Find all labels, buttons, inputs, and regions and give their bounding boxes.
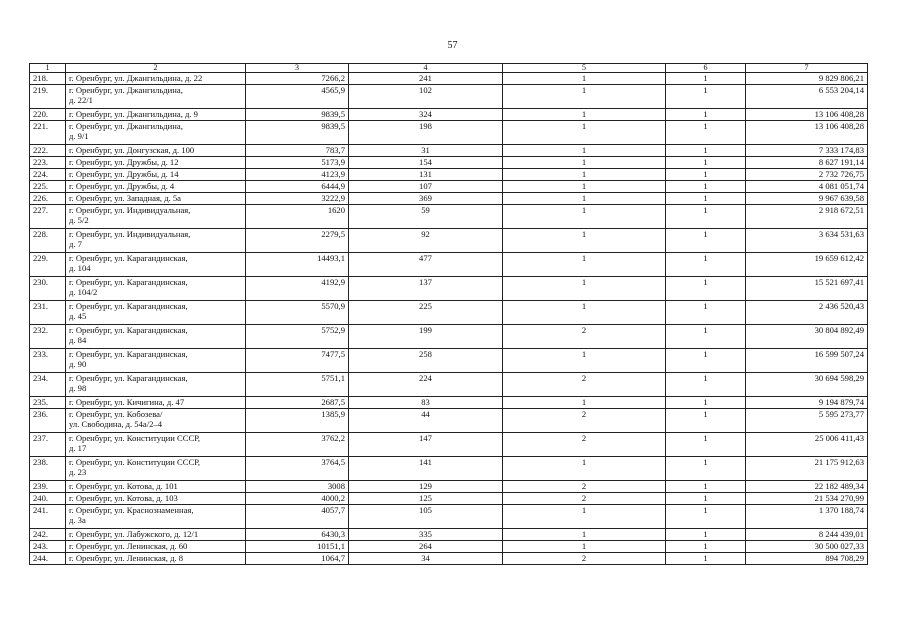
table-row — [30, 145, 868, 157]
address-cell — [66, 157, 246, 169]
col-3-value: 4123,9 — [246, 169, 349, 181]
header-col-1: 1 — [30, 64, 66, 73]
row-number: 244. — [30, 553, 66, 565]
col-7-value: 9 829 806,21 — [746, 73, 868, 85]
col-4-value: 131 — [349, 169, 503, 181]
table-row — [30, 85, 868, 109]
col-5-value: 1 — [503, 541, 666, 553]
table-row — [30, 169, 868, 181]
col-5-value: 1 — [503, 181, 666, 193]
col-5-value: 1 — [503, 169, 666, 181]
table-row — [30, 121, 868, 145]
address-line: г. Оренбург, ул. Карагандинская, — [69, 277, 188, 287]
address-cell — [66, 205, 246, 229]
header-col-6: 6 — [666, 64, 746, 73]
col-4-value: 198 — [349, 121, 503, 145]
col-7-value: 5 595 273,77 — [746, 409, 868, 433]
col-4-value: 224 — [349, 373, 503, 397]
table-row — [30, 505, 868, 529]
address-cell — [66, 505, 246, 529]
table-row — [30, 493, 868, 505]
col-6-value: 1 — [666, 229, 746, 253]
header-col-4: 4 — [349, 64, 503, 73]
address-cell — [66, 181, 246, 193]
address-cell — [66, 349, 246, 373]
address-cell — [66, 301, 246, 325]
address-line: г. Оренбург, ул. Джангильдина, — [69, 85, 183, 95]
col-3-value: 2279,5 — [246, 229, 349, 253]
row-number: 243. — [30, 541, 66, 553]
table-row — [30, 481, 868, 493]
col-3-value: 1385,9 — [246, 409, 349, 433]
header-col-3: 3 — [246, 64, 349, 73]
address-line: г. Оренбург, ул. Котова, д. 101 — [69, 481, 178, 491]
col-3-value: 4057,7 — [246, 505, 349, 529]
address-cell — [66, 481, 246, 493]
address-cell — [66, 145, 246, 157]
table-header-row — [30, 64, 868, 73]
address-cell — [66, 409, 246, 433]
col-5-value: 1 — [503, 145, 666, 157]
table-row — [30, 157, 868, 169]
table-row — [30, 541, 868, 553]
table-row — [30, 109, 868, 121]
address-cell — [66, 121, 246, 145]
row-number: 235. — [30, 397, 66, 409]
col-4-value: 59 — [349, 205, 503, 229]
col-4-value: 199 — [349, 325, 503, 349]
col-4-value: 264 — [349, 541, 503, 553]
col-5-value: 2 — [503, 433, 666, 457]
col-3-value: 4565,9 — [246, 85, 349, 109]
col-5-value: 1 — [503, 193, 666, 205]
address-line: г. Оренбург, ул. Дружбы, д. 4 — [69, 181, 175, 191]
col-7-value: 30 804 892,49 — [746, 325, 868, 349]
col-5-value: 1 — [503, 229, 666, 253]
col-6-value: 1 — [666, 253, 746, 277]
col-3-value: 6444,9 — [246, 181, 349, 193]
col-7-value: 7 333 174,83 — [746, 145, 868, 157]
address-cell — [66, 85, 246, 109]
col-7-value: 3 634 531,63 — [746, 229, 868, 253]
col-5-value: 2 — [503, 493, 666, 505]
row-number: 232. — [30, 325, 66, 349]
address-cell — [66, 325, 246, 349]
row-number: 231. — [30, 301, 66, 325]
address-cell — [66, 169, 246, 181]
col-7-value: 25 006 411,43 — [746, 433, 868, 457]
header-col-7: 7 — [746, 64, 868, 73]
col-5-value: 2 — [503, 373, 666, 397]
address-line: г. Оренбург, ул. Котова, д. 103 — [69, 493, 178, 503]
col-6-value: 1 — [666, 277, 746, 301]
col-5-value: 1 — [503, 157, 666, 169]
address-cell — [66, 73, 246, 85]
col-6-value: 1 — [666, 205, 746, 229]
address-cell — [66, 277, 246, 301]
col-6-value: 1 — [666, 85, 746, 109]
col-6-value: 1 — [666, 553, 746, 565]
col-4-value: 137 — [349, 277, 503, 301]
col-5-value: 1 — [503, 121, 666, 145]
address-line: г. Оренбург, ул. Карагандинская, — [69, 349, 188, 359]
row-number: 236. — [30, 409, 66, 433]
col-4-value: 258 — [349, 349, 503, 373]
col-3-value: 4000,2 — [246, 493, 349, 505]
row-number: 219. — [30, 85, 66, 109]
table-row — [30, 253, 868, 277]
col-4-value: 335 — [349, 529, 503, 541]
col-6-value: 1 — [666, 157, 746, 169]
table-row — [30, 73, 868, 85]
col-6-value: 1 — [666, 493, 746, 505]
col-6-value: 1 — [666, 397, 746, 409]
col-6-value: 1 — [666, 457, 746, 481]
col-5-value: 1 — [503, 529, 666, 541]
col-7-value: 2 436 520,43 — [746, 301, 868, 325]
col-5-value: 1 — [503, 505, 666, 529]
address-line: г. Оренбург, ул. Джангильдина, д. 22 — [69, 73, 203, 83]
col-4-value: 241 — [349, 73, 503, 85]
address-line: г. Оренбург, ул. Ленинская, д. 60 — [69, 541, 188, 551]
col-7-value: 2 732 726,75 — [746, 169, 868, 181]
table-body — [30, 64, 868, 565]
col-5-value: 1 — [503, 109, 666, 121]
col-7-value: 9 194 879,74 — [746, 397, 868, 409]
col-7-value: 9 967 639,58 — [746, 193, 868, 205]
col-7-value: 4 081 051,74 — [746, 181, 868, 193]
address-line: г. Оренбург, ул. Джангильдина, — [69, 121, 183, 131]
address-line: г. Оренбург, ул. Дружбы, д. 12 — [69, 157, 179, 167]
col-5-value: 2 — [503, 481, 666, 493]
table-row — [30, 349, 868, 373]
address-line: г. Оренбург, ул. Конституции СССР, — [69, 433, 201, 443]
table-row — [30, 181, 868, 193]
col-3-value: 4192,9 — [246, 277, 349, 301]
table-row — [30, 397, 868, 409]
col-6-value: 1 — [666, 541, 746, 553]
col-6-value: 1 — [666, 169, 746, 181]
row-number: 223. — [30, 157, 66, 169]
row-number: 226. — [30, 193, 66, 205]
col-5-value: 1 — [503, 253, 666, 277]
col-5-value: 1 — [503, 277, 666, 301]
col-3-value: 1064,7 — [246, 553, 349, 565]
col-4-value: 31 — [349, 145, 503, 157]
col-3-value: 9839,5 — [246, 109, 349, 121]
address-cell — [66, 493, 246, 505]
col-4-value: 225 — [349, 301, 503, 325]
col-7-value: 16 599 507,24 — [746, 349, 868, 373]
address-line: г. Оренбург, ул. Карагандинская, — [69, 301, 188, 311]
row-number: 220. — [30, 109, 66, 121]
address-line: д. 45 — [69, 311, 87, 321]
col-3-value: 1620 — [246, 205, 349, 229]
address-cell — [66, 229, 246, 253]
col-7-value: 8 627 191,14 — [746, 157, 868, 169]
col-4-value: 129 — [349, 481, 503, 493]
header-col-2: 2 — [66, 64, 246, 73]
col-3-value: 5570,9 — [246, 301, 349, 325]
table-row — [30, 301, 868, 325]
col-4-value: 107 — [349, 181, 503, 193]
col-6-value: 1 — [666, 325, 746, 349]
address-line: д. 98 — [69, 383, 87, 393]
row-number: 242. — [30, 529, 66, 541]
address-line: г. Оренбург, ул. Ленинская, д. 8 — [69, 553, 184, 563]
col-3-value: 5173,9 — [246, 157, 349, 169]
col-7-value: 22 182 489,34 — [746, 481, 868, 493]
col-7-value: 21 534 270,99 — [746, 493, 868, 505]
col-3-value: 3762,2 — [246, 433, 349, 457]
row-number: 225. — [30, 181, 66, 193]
address-cell — [66, 553, 246, 565]
address-cell — [66, 529, 246, 541]
table-row — [30, 229, 868, 253]
col-3-value: 5751,1 — [246, 373, 349, 397]
row-number: 237. — [30, 433, 66, 457]
row-number: 233. — [30, 349, 66, 373]
row-number: 228. — [30, 229, 66, 253]
col-6-value: 1 — [666, 109, 746, 121]
address-line: г. Оренбург, ул. Западная, д. 5а — [69, 193, 181, 203]
address-line: д. 104/2 — [69, 287, 98, 297]
header-col-5: 5 — [503, 64, 666, 73]
address-line: д. 84 — [69, 335, 87, 345]
col-6-value: 1 — [666, 73, 746, 85]
col-4-value: 141 — [349, 457, 503, 481]
row-number: 221. — [30, 121, 66, 145]
col-6-value: 1 — [666, 433, 746, 457]
col-7-value: 30 500 027,33 — [746, 541, 868, 553]
table-row — [30, 433, 868, 457]
address-line: г. Оренбург, ул. Карагандинская, — [69, 325, 188, 335]
address-cell — [66, 397, 246, 409]
col-5-value: 1 — [503, 73, 666, 85]
col-3-value: 5752,9 — [246, 325, 349, 349]
col-3-value: 14493,1 — [246, 253, 349, 277]
address-cell — [66, 109, 246, 121]
address-line: г. Оренбург, ул. Индивидуальная, — [69, 229, 191, 239]
col-3-value: 7266,2 — [246, 73, 349, 85]
col-3-value: 783,7 — [246, 145, 349, 157]
col-5-value: 1 — [503, 301, 666, 325]
col-7-value: 13 106 408,28 — [746, 109, 868, 121]
col-3-value: 2687,5 — [246, 397, 349, 409]
col-7-value: 30 694 598,29 — [746, 373, 868, 397]
col-4-value: 92 — [349, 229, 503, 253]
col-3-value: 7477,5 — [246, 349, 349, 373]
address-cell — [66, 457, 246, 481]
row-number: 227. — [30, 205, 66, 229]
address-line: д. 7 — [69, 239, 82, 249]
col-6-value: 1 — [666, 349, 746, 373]
col-7-value: 19 659 612,42 — [746, 253, 868, 277]
col-7-value: 13 106 408,28 — [746, 121, 868, 145]
col-7-value: 2 918 672,51 — [746, 205, 868, 229]
col-5-value: 1 — [503, 397, 666, 409]
col-7-value: 8 244 439,01 — [746, 529, 868, 541]
col-6-value: 1 — [666, 505, 746, 529]
table-row — [30, 277, 868, 301]
address-line: г. Оренбург, ул. Конституции СССР, — [69, 457, 201, 467]
col-3-value: 6430,3 — [246, 529, 349, 541]
table-row — [30, 205, 868, 229]
col-6-value: 1 — [666, 301, 746, 325]
col-4-value: 324 — [349, 109, 503, 121]
table-row — [30, 325, 868, 349]
col-5-value: 1 — [503, 85, 666, 109]
address-line: г. Оренбург, ул. Дружбы, д. 14 — [69, 169, 179, 179]
col-7-value: 21 175 912,63 — [746, 457, 868, 481]
table-row — [30, 529, 868, 541]
address-line: д. 5/2 — [69, 215, 89, 225]
address-cell — [66, 193, 246, 205]
col-3-value: 3222,9 — [246, 193, 349, 205]
col-4-value: 83 — [349, 397, 503, 409]
col-4-value: 44 — [349, 409, 503, 433]
address-line: д. 90 — [69, 359, 87, 369]
col-5-value: 1 — [503, 349, 666, 373]
row-number: 218. — [30, 73, 66, 85]
col-5-value: 2 — [503, 409, 666, 433]
table-row — [30, 193, 868, 205]
row-number: 241. — [30, 505, 66, 529]
col-5-value: 1 — [503, 205, 666, 229]
row-number: 229. — [30, 253, 66, 277]
col-6-value: 1 — [666, 409, 746, 433]
col-6-value: 1 — [666, 529, 746, 541]
col-4-value: 147 — [349, 433, 503, 457]
page-number: 57 — [447, 40, 458, 51]
col-6-value: 1 — [666, 193, 746, 205]
row-number: 222. — [30, 145, 66, 157]
address-line: г. Оренбург, ул. Лабужского, д. 12/1 — [69, 529, 199, 539]
col-5-value: 2 — [503, 325, 666, 349]
col-7-value: 894 708,29 — [746, 553, 868, 565]
address-line: ул. Свободина, д. 54а/2–4 — [69, 419, 162, 429]
col-3-value: 3764,5 — [246, 457, 349, 481]
col-7-value: 6 553 204,14 — [746, 85, 868, 109]
col-3-value: 9839,5 — [246, 121, 349, 145]
col-6-value: 1 — [666, 373, 746, 397]
col-4-value: 154 — [349, 157, 503, 169]
row-number: 239. — [30, 481, 66, 493]
row-number: 238. — [30, 457, 66, 481]
address-line: г. Оренбург, ул. Карагандинская, — [69, 253, 188, 263]
table-row — [30, 409, 868, 433]
row-number: 230. — [30, 277, 66, 301]
col-3-value: 10151,1 — [246, 541, 349, 553]
address-line: г. Оренбург, ул. Кичигина, д. 47 — [69, 397, 185, 407]
address-line: д. 22/1 — [69, 95, 93, 105]
address-line: д. 9/1 — [69, 131, 89, 141]
address-cell — [66, 433, 246, 457]
table-row — [30, 457, 868, 481]
address-line: г. Оренбург, ул. Краснознаменная, — [69, 505, 194, 515]
address-line: г. Оренбург, ул. Кобозева/ — [69, 409, 163, 419]
col-4-value: 369 — [349, 193, 503, 205]
housing-register-table — [29, 63, 868, 565]
col-6-value: 1 — [666, 481, 746, 493]
row-number: 240. — [30, 493, 66, 505]
col-3-value: 3008 — [246, 481, 349, 493]
address-line: г. Оренбург, ул. Джангильдина, д. 9 — [69, 109, 198, 119]
address-line: г. Оренбург, ул. Карагандинская, — [69, 373, 188, 383]
col-7-value: 1 370 188,74 — [746, 505, 868, 529]
address-line: д. 3а — [69, 515, 86, 525]
col-4-value: 34 — [349, 553, 503, 565]
col-6-value: 1 — [666, 121, 746, 145]
col-4-value: 105 — [349, 505, 503, 529]
row-number: 224. — [30, 169, 66, 181]
col-6-value: 1 — [666, 181, 746, 193]
table-row — [30, 553, 868, 565]
col-4-value: 102 — [349, 85, 503, 109]
address-line: д. 23 — [69, 467, 87, 477]
row-number: 234. — [30, 373, 66, 397]
table-row — [30, 373, 868, 397]
col-4-value: 477 — [349, 253, 503, 277]
address-cell — [66, 541, 246, 553]
col-6-value: 1 — [666, 145, 746, 157]
address-line: г. Оренбург, ул. Индивидуальная, — [69, 205, 191, 215]
col-5-value: 2 — [503, 553, 666, 565]
address-line: д. 104 — [69, 263, 91, 273]
col-5-value: 1 — [503, 457, 666, 481]
address-line: д. 17 — [69, 443, 87, 453]
address-line: г. Оренбург, ул. Донгузская, д. 100 — [69, 145, 195, 155]
col-4-value: 125 — [349, 493, 503, 505]
col-7-value: 15 521 697,41 — [746, 277, 868, 301]
address-cell — [66, 253, 246, 277]
address-cell — [66, 373, 246, 397]
